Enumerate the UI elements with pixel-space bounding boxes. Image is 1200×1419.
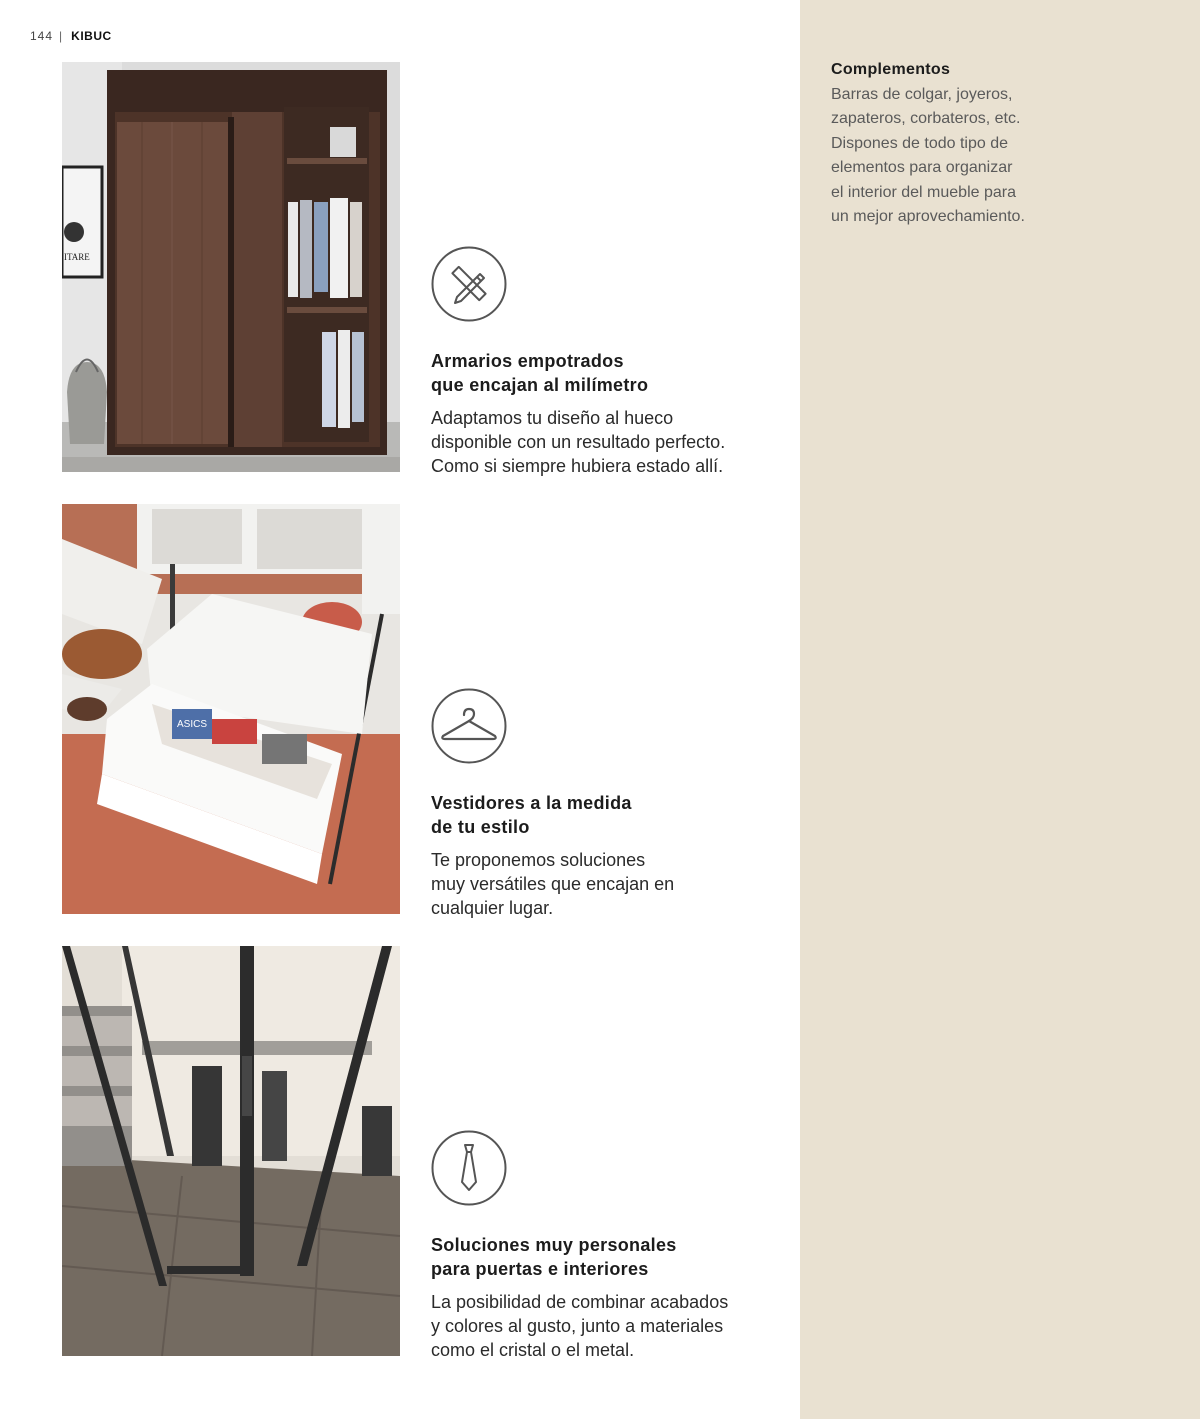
- hanger-icon: [431, 688, 507, 764]
- page-number: 144: [30, 29, 54, 43]
- pencil-ruler-icon: [431, 246, 507, 322]
- poster-text: ITARE: [64, 252, 90, 262]
- walk-in-closet-drawer-photo: [62, 504, 400, 914]
- section-body-vestidores: Te proponemos soluciones muy versátiles que encajan en cualquier lugar.: [431, 850, 675, 918]
- drawer-box-text: ASICS: [177, 719, 208, 730]
- sliding-wardrobe-photo: [62, 62, 400, 472]
- tie-icon: [431, 1130, 507, 1206]
- section-title-soluciones: Soluciones muy personales para puertas e interiores: [431, 1235, 677, 1279]
- sidebar-body: Barras de colgar, joyeros, zapateros, corbateros, etc. Dispones de todo tipo de elementos para organizar el interior del mueble para un mejor aprovechamiento.: [831, 86, 1025, 226]
- section-title-armarios: Armarios empotrados que encajan al milímetro: [431, 351, 649, 395]
- page-header: [30, 27, 112, 45]
- sidebar-title: Complementos: [831, 61, 951, 78]
- section-body-soluciones: La posibilidad de combinar acabados y colores al gusto, junto a materiales como el cristal o el metal.: [431, 1292, 729, 1360]
- section-body-armarios: Adaptamos tu diseño al hueco disponible con un resultado perfecto. Como si siempre hubiera estado allí.: [431, 408, 726, 476]
- section-title-vestidores: Vestidores a la medida de tu estilo: [431, 793, 632, 837]
- glass-door-wardrobe-photo: [62, 946, 400, 1356]
- header-separator: |: [59, 29, 64, 43]
- brand-logo: KIBUC: [71, 29, 112, 43]
